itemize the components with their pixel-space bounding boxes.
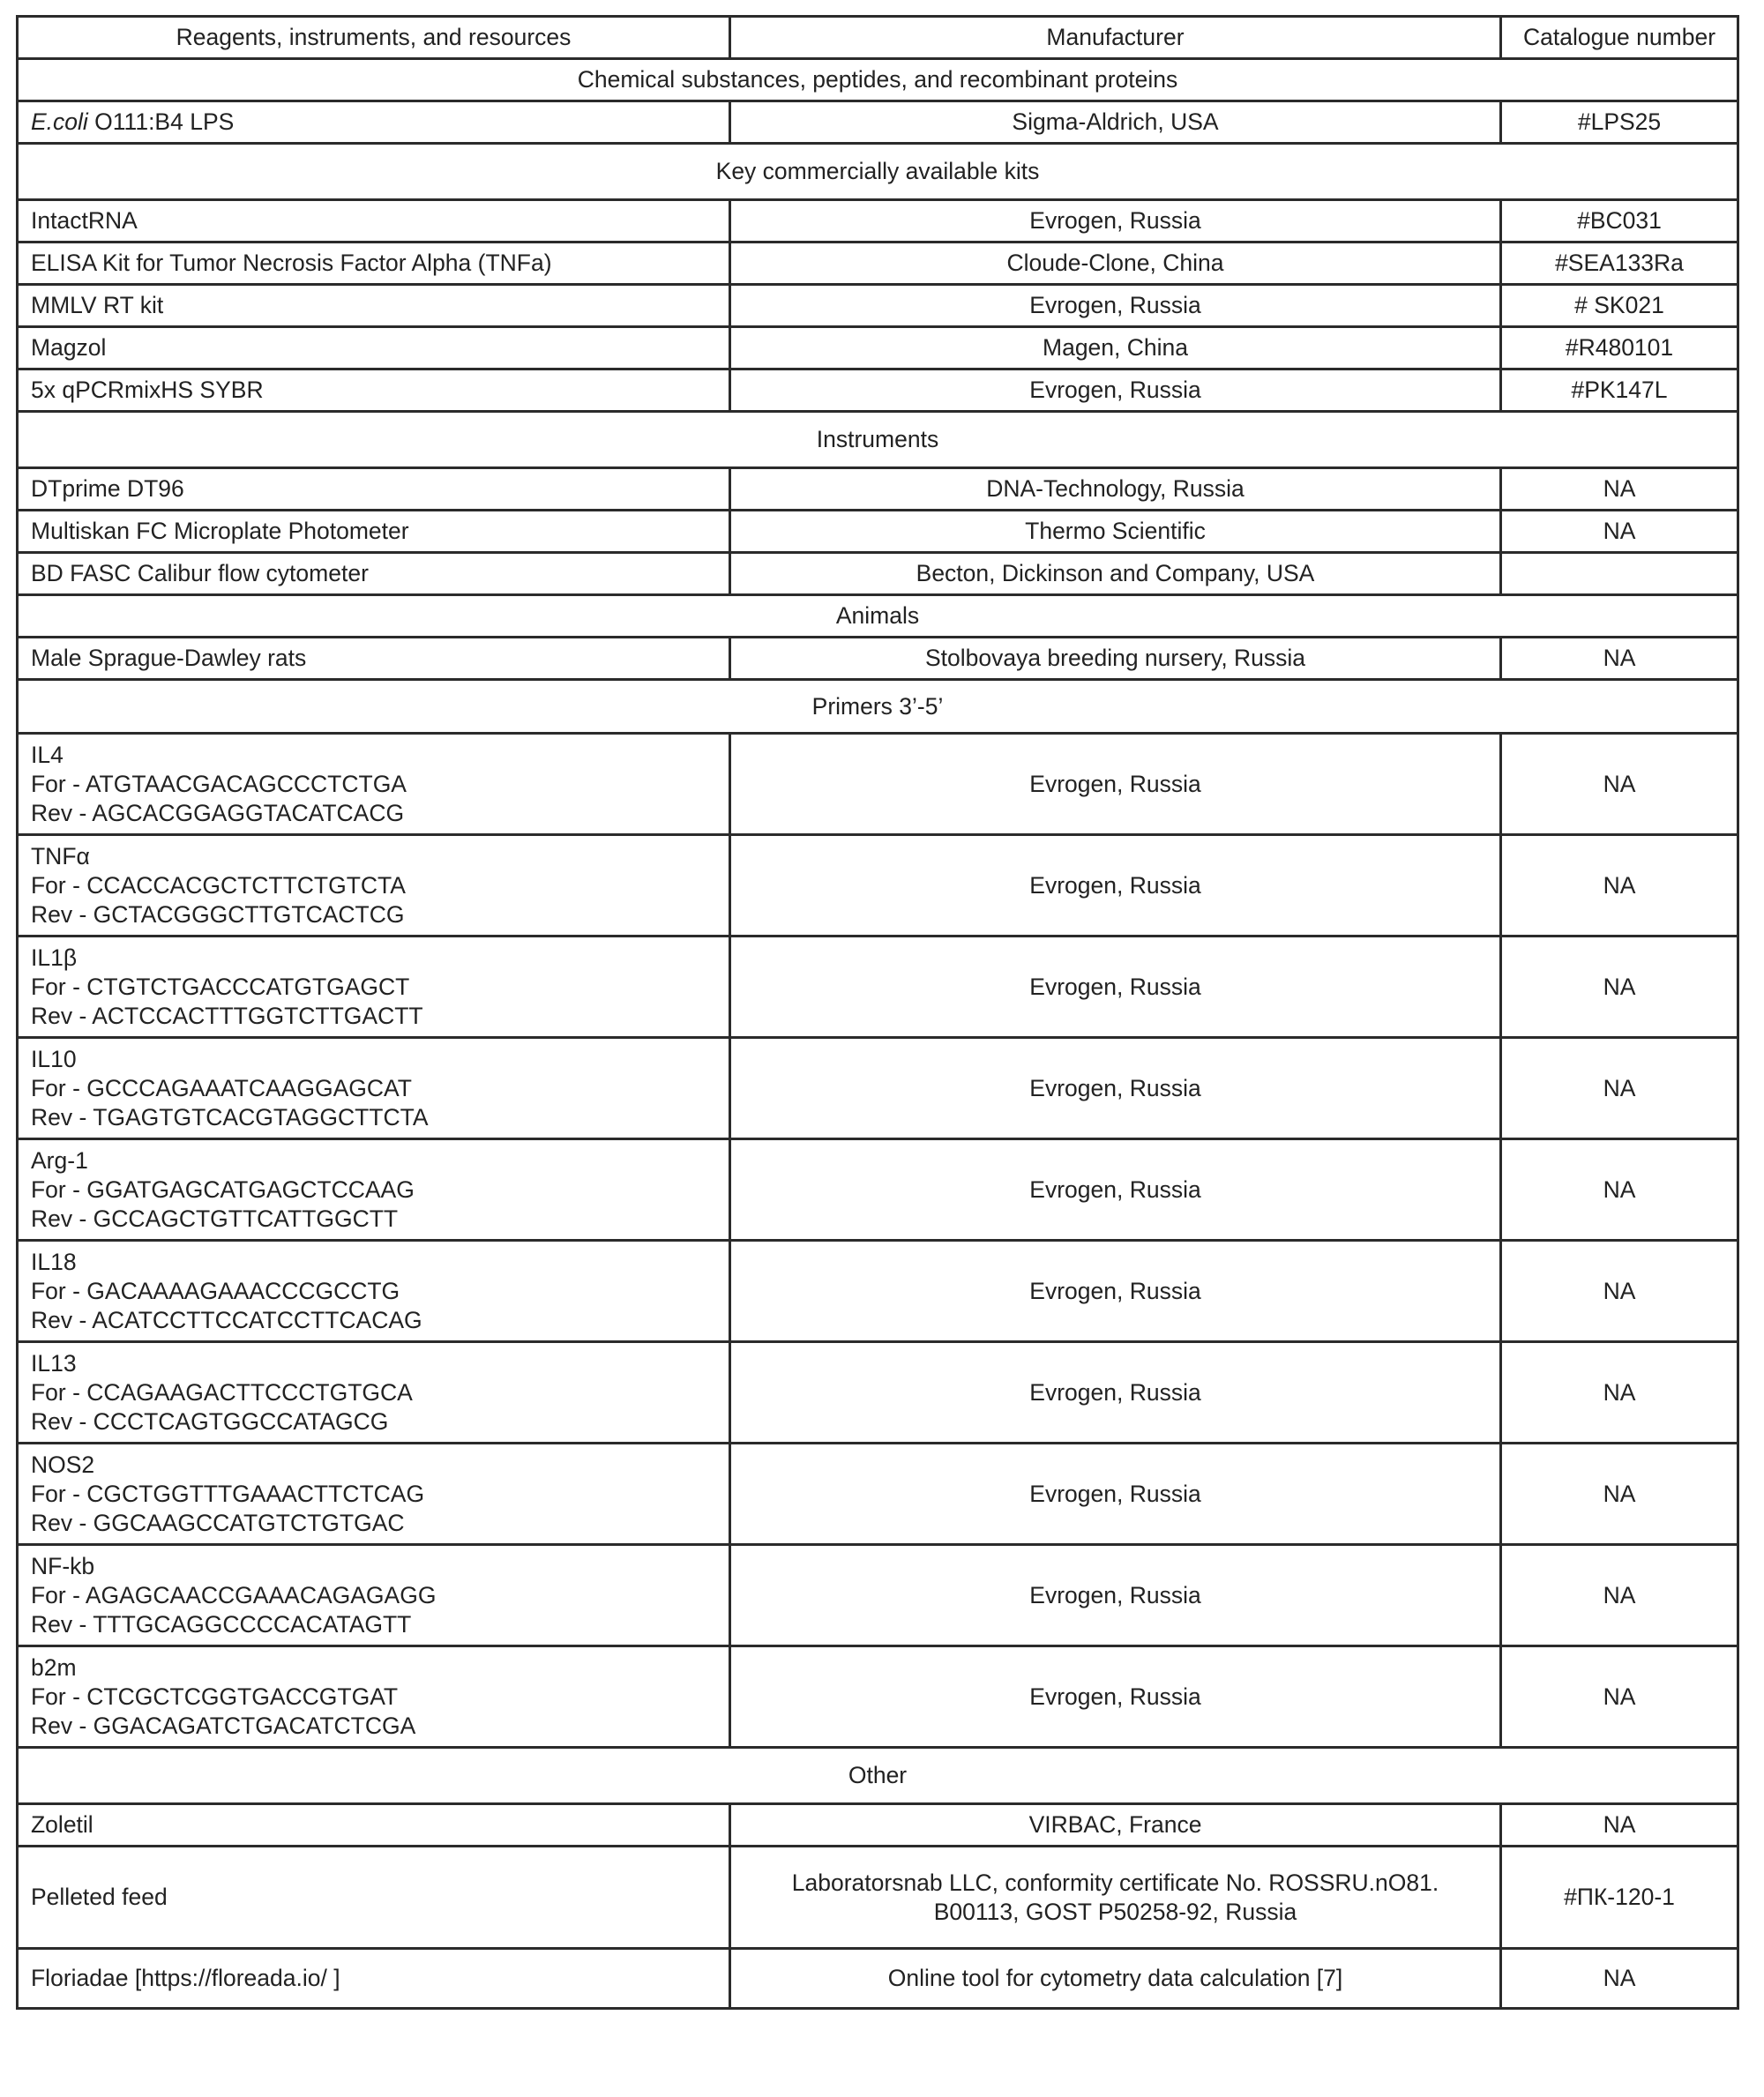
primer-gene: IL10 xyxy=(31,1045,77,1072)
reagent-name: Multiskan FC Microplate Photometer xyxy=(18,511,730,553)
manufacturer-cell xyxy=(730,1847,1501,1949)
table-row xyxy=(18,553,1738,595)
primer-row xyxy=(18,835,1738,937)
table-row xyxy=(18,327,1738,369)
primer-gene: IL18 xyxy=(31,1248,77,1275)
catalogue-cell: NA xyxy=(1501,835,1738,937)
primer-row xyxy=(18,734,1738,835)
primer-reverse: Rev - CCCTCAGTGGCCATAGCG xyxy=(31,1407,389,1435)
catalogue-cell: NA xyxy=(1501,1804,1738,1847)
reagent-name: Floriadae [https://floreada.io/ ] xyxy=(18,1949,730,2009)
manufacturer-cell: DNA-Technology, Russia xyxy=(730,468,1501,511)
primer-gene: NOS2 xyxy=(31,1451,95,1478)
primer-row xyxy=(18,1139,1738,1241)
header-row xyxy=(18,17,1738,59)
table-row xyxy=(18,511,1738,553)
catalogue-cell: # SK021 xyxy=(1501,285,1738,327)
primer-cell xyxy=(18,1646,730,1748)
table-row xyxy=(18,285,1738,327)
primer-forward: For - AGAGCAACCGAAACAGAGAGG xyxy=(31,1581,437,1608)
table-row xyxy=(18,200,1738,243)
primer-cell xyxy=(18,835,730,937)
reagent-name: Male Sprague-Dawley rats xyxy=(18,638,730,680)
primer-gene: Arg-1 xyxy=(31,1146,88,1174)
catalogue-cell: #ПК-120-1 xyxy=(1501,1847,1738,1949)
manufacturer-cell: Cloude-Clone, China xyxy=(730,243,1501,285)
primer-gene: IL13 xyxy=(31,1349,77,1377)
manufacturer-cell: Evrogen, Russia xyxy=(730,1444,1501,1545)
primer-gene: IL1β xyxy=(31,944,78,971)
primer-cell xyxy=(18,1444,730,1545)
primer-forward: For - GCCCAGAAATCAAGGAGCAT xyxy=(31,1074,412,1101)
primer-cell xyxy=(18,1342,730,1444)
primer-reverse: Rev - TGAGTGTCACGTAGGCTTCTA xyxy=(31,1103,429,1131)
reagent-name: ELISA Kit for Tumor Necrosis Factor Alpha (TNFa) xyxy=(18,243,730,285)
table-row xyxy=(18,468,1738,511)
catalogue-cell: NA xyxy=(1501,1241,1738,1342)
section-title: Animals xyxy=(18,595,1738,638)
section-row-other xyxy=(18,1748,1738,1804)
primer-reverse: Rev - AGCACGGAGGTACATCACG xyxy=(31,799,405,826)
section-row-animals xyxy=(18,595,1738,638)
primer-forward: For - GACAAAAGAAACCCGCCTG xyxy=(31,1277,400,1304)
manufacturer-cell: Evrogen, Russia xyxy=(730,285,1501,327)
primer-reverse: Rev - ACTCCACTTTGGTCTTGACTT xyxy=(31,1002,423,1029)
primer-gene: b2m xyxy=(31,1653,77,1681)
catalogue-cell: NA xyxy=(1501,937,1738,1038)
manufacturer-cell: Evrogen, Russia xyxy=(730,734,1501,835)
catalogue-cell: NA xyxy=(1501,1444,1738,1545)
manufacturer-line: B00113, GOST P50258-92, Russia xyxy=(933,1898,1297,1925)
reagent-name: IntactRNA xyxy=(18,200,730,243)
reagent-name: BD FASC Calibur flow cytometer xyxy=(18,553,730,595)
primer-forward: For - CGCTGGTTTGAAACTTCTCAG xyxy=(31,1480,425,1507)
primer-row xyxy=(18,1342,1738,1444)
primer-reverse: Rev - GGACAGATCTGACATCTCGA xyxy=(31,1712,416,1739)
manufacturer-cell: Evrogen, Russia xyxy=(730,200,1501,243)
primer-forward: For - CTGTCTGACCCATGTGAGCT xyxy=(31,973,410,1000)
manufacturer-cell: Evrogen, Russia xyxy=(730,1139,1501,1241)
section-row-kits xyxy=(18,144,1738,200)
manufacturer-cell: Becton, Dickinson and Company, USA xyxy=(730,553,1501,595)
table-row xyxy=(18,1804,1738,1847)
primer-row xyxy=(18,1545,1738,1646)
reagents-table xyxy=(16,15,1739,2010)
catalogue-cell xyxy=(1501,553,1738,595)
primer-gene: IL4 xyxy=(31,741,64,768)
section-row-instruments xyxy=(18,412,1738,468)
reagent-name: MMLV RT kit xyxy=(18,285,730,327)
table-row xyxy=(18,638,1738,680)
table-row xyxy=(18,101,1738,144)
reagent-name: Zoletil xyxy=(18,1804,730,1847)
primer-reverse: Rev - GCTACGGGCTTGTCACTCG xyxy=(31,900,405,928)
catalogue-cell: NA xyxy=(1501,638,1738,680)
manufacturer-cell: Evrogen, Russia xyxy=(730,1342,1501,1444)
section-title: Other xyxy=(18,1748,1738,1804)
section-title: Instruments xyxy=(18,412,1738,468)
primer-reverse: Rev - GGCAAGCCATGTCTGTGAC xyxy=(31,1509,405,1536)
reagent-name: DTprime DT96 xyxy=(18,468,730,511)
primer-reverse: Rev - ACATCCTTCCATCCTTCACAG xyxy=(31,1306,422,1333)
header-catalogue: Catalogue number xyxy=(1501,17,1738,59)
section-row-chemicals xyxy=(18,59,1738,101)
catalogue-cell: NA xyxy=(1501,734,1738,835)
catalogue-cell: NA xyxy=(1501,511,1738,553)
primer-reverse: Rev - GCCAGCTGTTCATTGGCTT xyxy=(31,1205,399,1232)
primer-reverse: Rev - TTTGCAGGCCCCACATAGTT xyxy=(31,1610,412,1638)
manufacturer-cell: Online tool for cytometry data calculation [7] xyxy=(730,1949,1501,2009)
manufacturer-cell: Stolbovaya breeding nursery, Russia xyxy=(730,638,1501,680)
reagent-name-italic: E.coli xyxy=(31,108,88,135)
primer-row xyxy=(18,1646,1738,1748)
catalogue-cell: NA xyxy=(1501,1139,1738,1241)
section-row-primers xyxy=(18,680,1738,734)
manufacturer-cell: Evrogen, Russia xyxy=(730,835,1501,937)
table-row xyxy=(18,369,1738,412)
catalogue-cell: NA xyxy=(1501,1646,1738,1748)
primer-forward: For - CCACCACGCTCTTCTGTCTA xyxy=(31,871,406,899)
primer-cell xyxy=(18,1139,730,1241)
primer-gene: NF-kb xyxy=(31,1552,95,1579)
catalogue-cell: #LPS25 xyxy=(1501,101,1738,144)
manufacturer-cell: Evrogen, Russia xyxy=(730,937,1501,1038)
primer-cell xyxy=(18,1241,730,1342)
catalogue-cell: NA xyxy=(1501,1949,1738,2009)
manufacturer-cell: Magen, China xyxy=(730,327,1501,369)
catalogue-cell: NA xyxy=(1501,468,1738,511)
reagent-name: 5x qPCRmixHS SYBR xyxy=(18,369,730,412)
catalogue-cell: #R480101 xyxy=(1501,327,1738,369)
manufacturer-cell: Evrogen, Russia xyxy=(730,1038,1501,1139)
manufacturer-cell: VIRBAC, France xyxy=(730,1804,1501,1847)
header-reagents: Reagents, instruments, and resources xyxy=(18,17,730,59)
primer-forward: For - ATGTAACGACAGCCCTCTGA xyxy=(31,770,407,797)
reagent-name: Pelleted feed xyxy=(18,1847,730,1949)
table-row xyxy=(18,243,1738,285)
catalogue-cell: NA xyxy=(1501,1342,1738,1444)
reagent-name-rest: O111:B4 LPS xyxy=(87,108,235,135)
primer-row xyxy=(18,937,1738,1038)
catalogue-cell: #BC031 xyxy=(1501,200,1738,243)
manufacturer-cell: Sigma-Aldrich, USA xyxy=(730,101,1501,144)
primer-cell xyxy=(18,734,730,835)
primer-row xyxy=(18,1241,1738,1342)
manufacturer-line: Laboratorsnab LLC, conformity certificate No. ROSSRU.nO81. xyxy=(791,1869,1439,1896)
primer-forward: For - GGATGAGCATGAGCTCCAAG xyxy=(31,1175,415,1203)
manufacturer-cell: Evrogen, Russia xyxy=(730,1241,1501,1342)
header-manufacturer: Manufacturer xyxy=(730,17,1501,59)
reagent-name xyxy=(18,101,730,144)
catalogue-cell: #PK147L xyxy=(1501,369,1738,412)
section-title: Primers 3’-5’ xyxy=(18,680,1738,734)
manufacturer-cell: Evrogen, Russia xyxy=(730,1545,1501,1646)
table-row xyxy=(18,1949,1738,2009)
section-title: Key commercially available kits xyxy=(18,144,1738,200)
primer-forward: For - CCAGAAGACTTCCCTGTGCA xyxy=(31,1378,413,1406)
section-title: Chemical substances, peptides, and recombinant proteins xyxy=(18,59,1738,101)
primer-row xyxy=(18,1444,1738,1545)
primer-cell xyxy=(18,1545,730,1646)
manufacturer-cell: Thermo Scientific xyxy=(730,511,1501,553)
primer-forward: For - CTCGCTCGGTGACCGTGAT xyxy=(31,1683,399,1710)
table-row xyxy=(18,1847,1738,1949)
reagent-name: Magzol xyxy=(18,327,730,369)
primer-cell xyxy=(18,937,730,1038)
manufacturer-cell: Evrogen, Russia xyxy=(730,369,1501,412)
catalogue-cell: NA xyxy=(1501,1038,1738,1139)
catalogue-cell: #SEA133Ra xyxy=(1501,243,1738,285)
primer-cell xyxy=(18,1038,730,1139)
catalogue-cell: NA xyxy=(1501,1545,1738,1646)
primer-row xyxy=(18,1038,1738,1139)
table-body xyxy=(18,17,1738,2009)
manufacturer-cell: Evrogen, Russia xyxy=(730,1646,1501,1748)
primer-gene: TNFα xyxy=(31,842,90,869)
